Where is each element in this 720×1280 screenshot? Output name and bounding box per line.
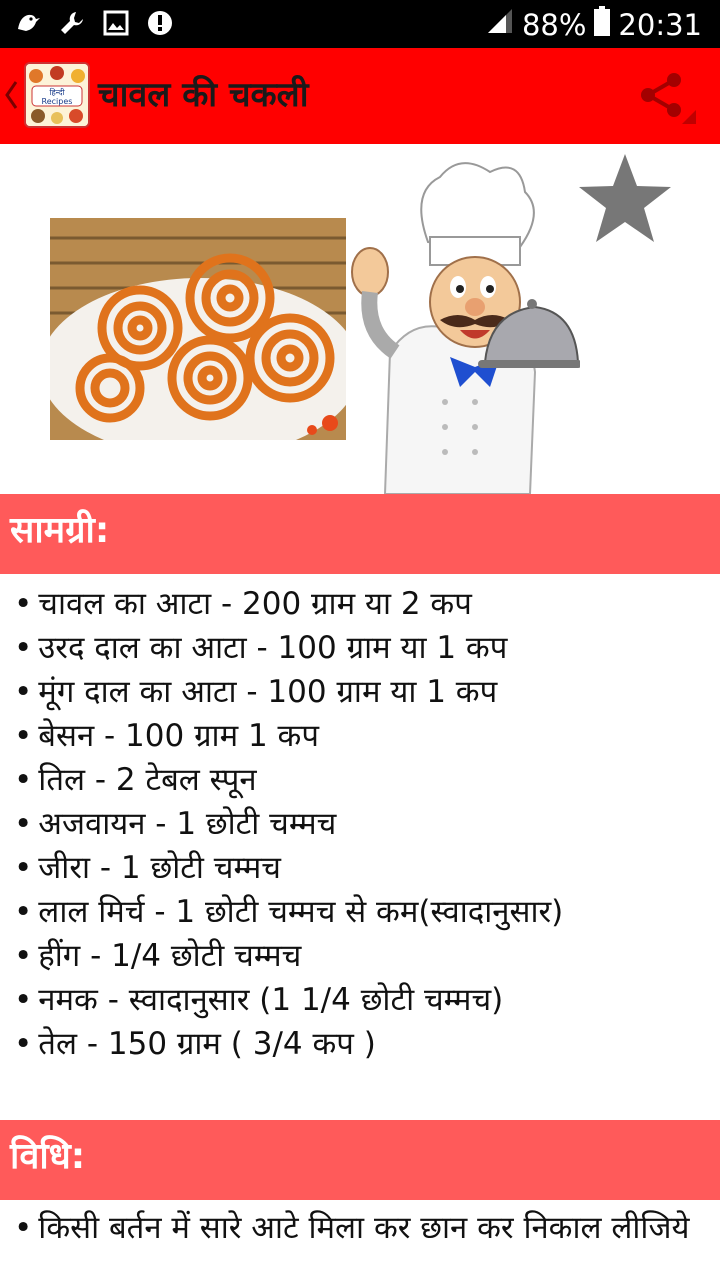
- ingredient-item: • लाल मिर्च - 1 छोटी चम्मच से कम(स्वादानुसार): [14, 890, 714, 934]
- ingredient-item: • चावल का आटा - 200 ग्राम या 2 कप: [14, 582, 714, 626]
- status-bar: [0, 0, 720, 48]
- ingredient-item: • तिल - 2 टेबल स्पून: [14, 758, 714, 802]
- chef-illustration: [350, 152, 580, 494]
- chakli-photo: [50, 218, 346, 440]
- app-bar: [0, 48, 720, 144]
- battery-percent: 88%: [521, 7, 587, 42]
- ingredient-item: • नमक - स्वादानुसार (1 1/4 छोटी चम्मच): [14, 978, 714, 1022]
- star-icon[interactable]: [577, 152, 673, 244]
- battery-icon: [594, 6, 610, 43]
- status-right: [486, 6, 702, 43]
- ingredient-item: • हींग - 1/4 छोटी चम्मच: [14, 934, 714, 978]
- page-title: चावल की चकली: [98, 75, 309, 115]
- ingredient-item: • मूंग दाल का आटा - 100 ग्राम या 1 कप: [14, 670, 714, 714]
- method-header: [0, 1120, 720, 1200]
- svg-text:Recipes: Recipes: [41, 97, 73, 106]
- overflow-indicator: [682, 110, 696, 124]
- notification-icons: [14, 9, 174, 37]
- signal-icon: [486, 7, 514, 42]
- ingredients-list: [14, 582, 714, 1066]
- back-icon[interactable]: [4, 80, 18, 110]
- ingredient-item: • जीरा - 1 छोटी चम्मच: [14, 846, 714, 890]
- share-icon[interactable]: [636, 70, 686, 120]
- wrench-icon: [58, 9, 86, 37]
- ingredient-item: • बेसन - 100 ग्राम 1 कप: [14, 714, 714, 758]
- alert-icon: [146, 9, 174, 37]
- image-icon: [102, 9, 130, 37]
- step-item: • किसी बर्तन में सारे आटे मिला कर छान कर निकाल लीजिये: [14, 1206, 714, 1250]
- ingredient-item: • तेल - 150 ग्राम ( 3/4 कप ): [14, 1022, 714, 1066]
- logo-text: हिन्दी: [49, 88, 65, 97]
- steps-list: [14, 1206, 714, 1250]
- ingredient-item: • अजवायन - 1 छोटी चम्मच: [14, 802, 714, 846]
- recipe-hero: [0, 144, 720, 494]
- bird-icon: [14, 9, 42, 37]
- method-title: विधि:: [10, 1136, 86, 1177]
- ingredients-title: सामग्री:: [10, 510, 110, 551]
- ingredient-item: • उरद दाल का आटा - 100 ग्राम या 1 कप: [14, 626, 714, 670]
- ingredients-header: [0, 494, 720, 574]
- app-logo[interactable]: [24, 62, 90, 128]
- clock: 20:31: [618, 7, 702, 42]
